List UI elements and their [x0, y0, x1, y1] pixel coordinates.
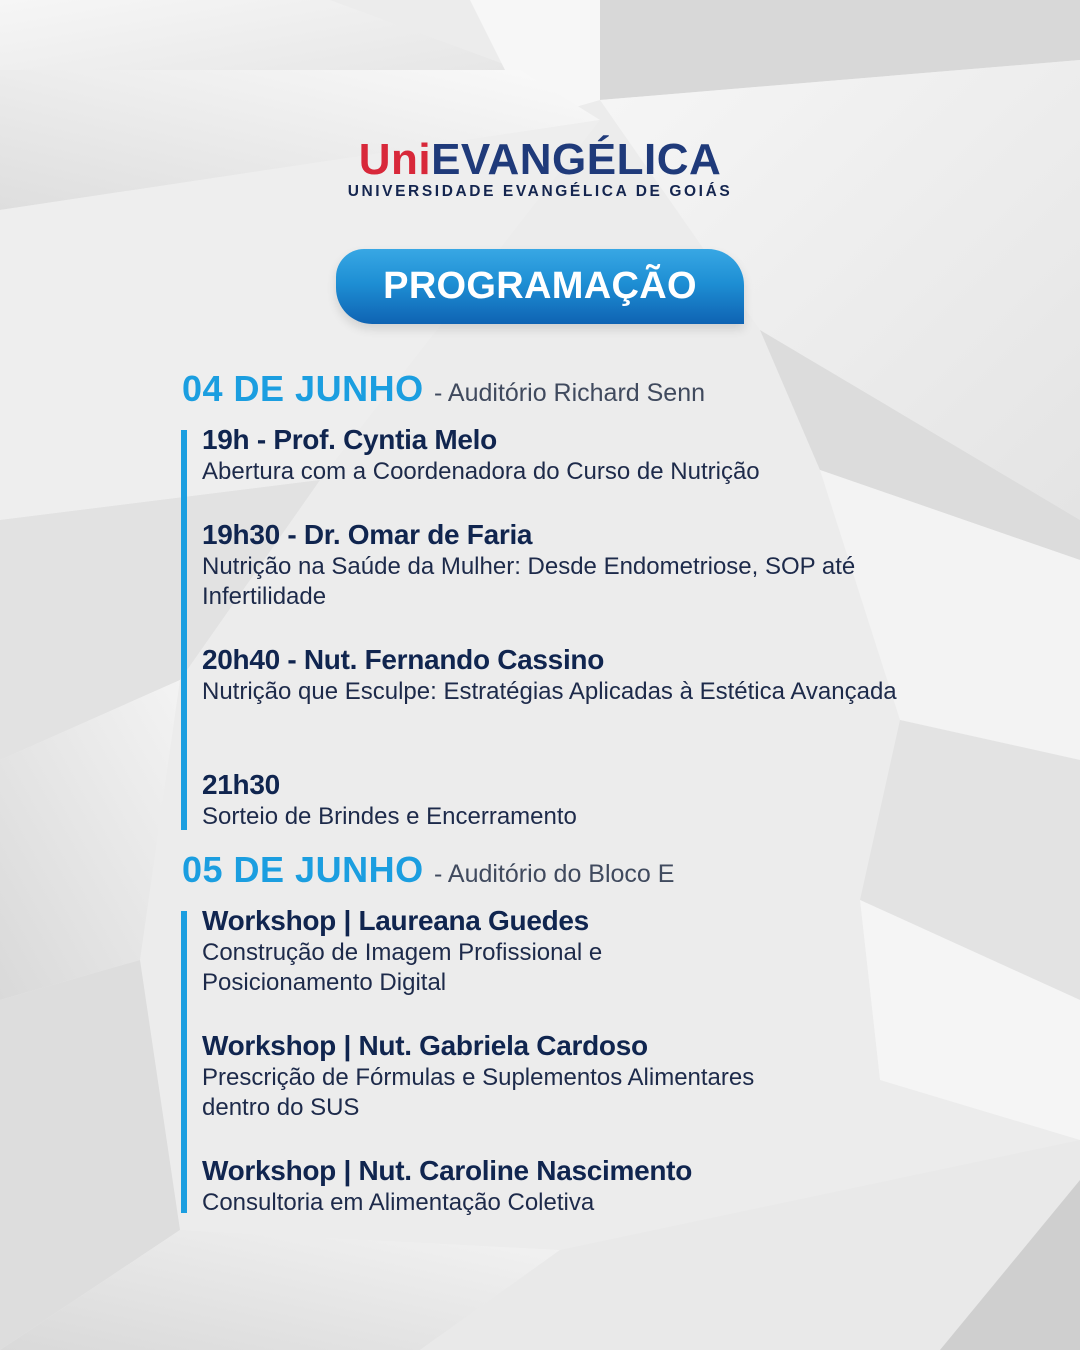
day-date: 04 DE JUNHO [182, 368, 424, 409]
schedule-item [202, 769, 902, 832]
item-title: 20h40 - Nut. Fernando Cassino [202, 644, 605, 675]
university-logo [0, 135, 1080, 201]
schedule-item [202, 424, 902, 487]
banner-title: PROGRAMAÇÃO [383, 265, 697, 307]
day-header-1 [182, 368, 705, 410]
item-title: Workshop | Nut. Gabriela Cardoso [202, 1030, 648, 1061]
day-venue: - Auditório Richard Senn [434, 379, 706, 407]
timeline-bar [181, 430, 187, 830]
item-title: Workshop | Laureana Guedes [202, 905, 589, 936]
item-title: Workshop | Nut. Caroline Nascimento [202, 1155, 693, 1186]
programacao-banner [336, 249, 744, 324]
item-description: Construção de Imagem Profissional e Posicionamento Digital [202, 939, 603, 996]
schedule-item [202, 905, 902, 998]
item-description: Abertura com a Coordenadora do Curso de Nutrição [202, 458, 760, 485]
day-venue: - Auditório do Bloco E [434, 860, 675, 888]
item-description: Nutrição na Saúde da Mulher: Desde Endometriose, SOP até Infertilidade [202, 553, 856, 610]
logo-brand: EVANGÉLICA [431, 135, 722, 184]
schedule-item [202, 1030, 902, 1123]
item-title: 21h30 [202, 769, 280, 800]
day-date: 05 DE JUNHO [182, 849, 424, 890]
schedule-item [202, 644, 902, 707]
item-description: Sorteio de Brindes e Encerramento [202, 803, 577, 830]
schedule-item [202, 519, 902, 612]
day-header-2 [182, 849, 674, 891]
item-description: Nutrição que Esculpe: Estratégias Aplicadas à Estética Avançada [202, 678, 897, 705]
item-title: 19h30 - Dr. Omar de Faria [202, 519, 533, 550]
logo-wordmark [0, 135, 1080, 184]
timeline-bar [181, 911, 187, 1213]
item-description: Consultoria em Alimentação Coletiva [202, 1189, 595, 1216]
logo-subtitle: UNIVERSIDADE EVANGÉLICA DE GOIÁS [347, 183, 733, 200]
item-description: Prescrição de Fórmulas e Suplementos Alimentares dentro do SUS [202, 1064, 755, 1121]
schedule-item [202, 1155, 902, 1218]
logo-uni: Uni [358, 135, 432, 184]
item-title: 19h - Prof. Cyntia Melo [202, 424, 497, 455]
